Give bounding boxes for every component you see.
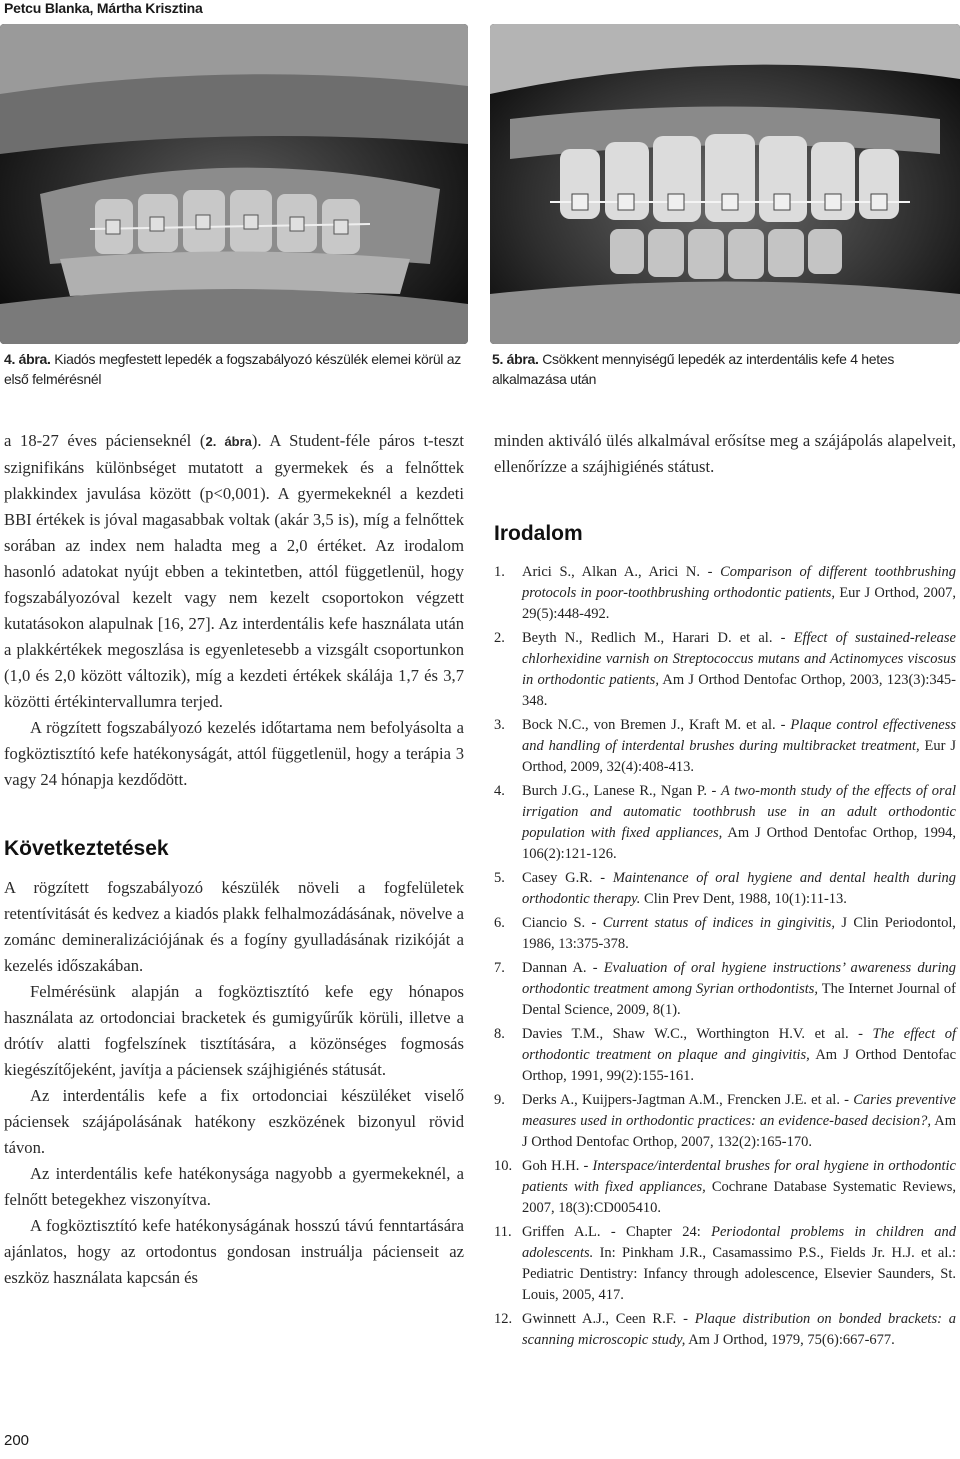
- reference-item: [494, 868, 956, 910]
- references-heading: Irodalom: [494, 522, 583, 545]
- conclusion-paragraph-2: Felmérésünk alapján a fogköztisztító kefe egy hónapos használata az ortodonciai bracketek és gumigyűrűk körüli, illetve a drótív alatti fogfelszínek tisztítására, a közönséges fogmosás kiegészítőjeként, javítja a páciensek szájhigiénés státusát.: [4, 982, 464, 1079]
- reference-title: Plaque distribution on bonded brackets: a scanning microscopic study,: [522, 1311, 956, 1348]
- reference-number: 7.: [494, 960, 505, 976]
- reference-number: 9.: [494, 1092, 505, 1108]
- reference-title: The effect of orthodontic treatment on plaque and gingivitis,: [522, 1026, 957, 1063]
- figure-5-photo-braces-clean: [490, 24, 960, 344]
- reference-number: 8.: [494, 1026, 505, 1042]
- reference-item: [494, 913, 956, 955]
- reference-number: 6.: [494, 915, 505, 931]
- reference-item: [494, 562, 956, 625]
- reference-source: Eur J Orthod, 2009, 32(4):408-413.: [522, 738, 956, 775]
- reference-title: Plaque control effectiveness and handling of interdental brushes during multibracket treatment,: [522, 717, 956, 754]
- reference-number: 1.: [494, 564, 505, 580]
- reference-source: Eur J Orthod, 2007, 29(5):448-492.: [522, 585, 956, 622]
- figure-5-caption: [492, 349, 956, 389]
- reference-item: [494, 1309, 956, 1351]
- conclusion-paragraph-1: A rögzített fogszabályozó készülék növeli a fogfelületek retentívitását és kedvez a kiadós plakk felhalmozádásának, növelve a zománc demineralizációjának és a fogíny gyulladásának rizikóját a kezelés időszakában.: [4, 878, 464, 975]
- conclusion-paragraph-4: Az interdentális kefe hatékonysága nagyobb a gyermekeknél, a felnőtt betegekhez viszonyítva.: [4, 1164, 464, 1209]
- duration-paragraph: A rögzített fogszabályozó kezelés időtartama nem befolyásolta a fogköztisztító kefe hatékonyságát, attól függetlenül, hogy a terápia 3 vagy 24 hónapja kezdődött.: [4, 718, 464, 789]
- results-text-rest: ). A Student-féle páros t-teszt szignifikáns különbséget mutatott a gyermekek és a felnőttek plakkindex javulása között (p<0,001). A gyermekeknél a kezdeti BBI értékek is jóval magasabbak voltak (akár 3,5 is), míg a felnőttek sorában az index nem haladta meg a 2,0 értéket. Az irodalom hasonló adatokat nyújt ebben a tekintetben, attól függetlenül, hogy fogszabályozóval kezelt vagy nem kezelt csoportokon végzett kutatásokon alapulnak [16, 27]. Az interdentális kefe használata után a plakkértékek megoszlása is egyenletesebb a vizsgált csoportunkon (1,0 és 2,0 között változik), míg a kezdeti értékek skálája 1,7 és 3,7 közötti értékintervallumra terjed.: [4, 431, 464, 711]
- page-number: 200: [4, 1432, 30, 1449]
- figure-5-label: 5. ábra.: [492, 351, 539, 367]
- reference-authors: Davies T.M., Shaw W.C., Worthington H.V. et al. -: [522, 1026, 873, 1042]
- reference-item: [494, 1222, 956, 1306]
- reference-title: Comparison of different toothbrushing protocols in poor-toothbrushing orthodontic patients,: [522, 564, 956, 601]
- conclusion-paragraph-5: A fogköztisztító kefe hatékonyságának hosszú távú fenntartására ajánlatos, hogy az ortodontus gondosan instruálja pácienseit az eszköz használata kapcsán és: [4, 1216, 464, 1287]
- reference-title: Periodontal problems in children and adolescents.: [522, 1224, 956, 1261]
- reference-number: 12.: [494, 1311, 513, 1327]
- figure-4-photo-braces-plaque: [0, 24, 468, 344]
- reference-source: Am J Orthod Dentofac Orthop, 1991, 99(2):155-161.: [522, 1047, 956, 1084]
- reference-item: [494, 1024, 956, 1087]
- reference-source: Clin Prev Dent, 1988, 10(1):11-13.: [640, 891, 847, 907]
- reference-title: Maintenance of oral hygiene and dental health during orthodontic therapy.: [522, 870, 956, 907]
- reference-authors: Bock N.C., von Bremen J., Kraft M. et al. -: [522, 717, 791, 733]
- reference-authors: Griffen A.L. - Chapter 24:: [522, 1224, 712, 1240]
- reference-authors: Ciancio S. -: [522, 915, 603, 931]
- reference-title: A two-month study of the effects of oral irrigation and automatic toothbrush use in an adult orthodontic population with fixed appliances,: [522, 783, 956, 841]
- reference-authors: Arici S., Alkan A., Arici N. -: [522, 564, 721, 580]
- reference-title: Caries preventive measures used in orthodontic practices: an evidence-based decision?,: [522, 1092, 956, 1129]
- reference-source: Cochrane Database Systematic Reviews, 2007, 18(3):CD005410.: [522, 1179, 956, 1216]
- reference-title: Evaluation of oral hygiene instructions’ awareness during orthodontic treatment among Syrian orthodontists,: [522, 960, 956, 997]
- figure-2-reference: 2. ábra: [205, 434, 252, 449]
- conclusion-paragraph-3: Az interdentális kefe a fix ortodonciai készüléket viselő páciensek szájápolásának hatékony eszközének bizonyul rövid távon.: [4, 1086, 464, 1157]
- reference-authors: Dannan A. -: [522, 960, 604, 976]
- reference-item: [494, 958, 956, 1021]
- reference-source: Am J Orthod, 1979, 75(6):667-677.: [685, 1332, 895, 1348]
- reference-authors: Beyth N., Redlich M., Harari D. et al. -: [522, 630, 794, 646]
- reference-source: Am J Orthod Dentofac Orthop, 1994, 106(2):121-126.: [522, 825, 956, 862]
- reference-item: [494, 1090, 956, 1153]
- reference-authors: Casey G.R. -: [522, 870, 613, 886]
- reference-source: The Internet Journal of Dental Science, 2009, 8(1).: [522, 981, 956, 1018]
- figure-4-caption: [4, 349, 468, 389]
- reference-authors: Derks A., Kuijpers-Jagtman A.M., Frencken J.E. et al. -: [522, 1092, 854, 1108]
- reference-source: Am J Orthod Dentofac Orthop, 2007, 132(2):165-170.: [522, 1113, 956, 1150]
- left-column: [4, 428, 464, 1291]
- reference-source: J Clin Periodontol, 1986, 13:375-378.: [522, 915, 957, 952]
- reference-authors: Gwinnett A.J., Ceen R.F. -: [522, 1311, 695, 1327]
- reference-title: Effect of sustained-release chlorhexidine varnish on Streptococcus mutans and Actinomyces viscosus in orthodontic patients,: [522, 630, 956, 688]
- results-text-start: a 18-27 éves pácienseknél (: [4, 431, 206, 450]
- reference-number: 10.: [494, 1158, 513, 1174]
- reference-item: [494, 1156, 956, 1219]
- results-paragraph: [4, 428, 464, 715]
- running-header-authors: Petcu Blanka, Mártha Krisztina: [4, 0, 203, 16]
- reference-source: In: Pinkham J.R., Casamassimo P.S., Fields Jr. H.J. et al.: Pediatric Dentistry: Infancy through adolescence, Elsevier Saunders, St. Louis, 2005, 417.: [522, 1245, 956, 1303]
- reference-item: [494, 715, 956, 778]
- reference-item: [494, 781, 956, 865]
- reference-title: Interspace/interdental brushes for oral hygiene in orthodontic patients with fixed appliances,: [522, 1158, 956, 1195]
- reference-item: [494, 628, 956, 712]
- figure-4-caption-text: Kiadós megfestett lepedék a fogszabályozó készülék elemei körül az első felmérésnél: [4, 351, 461, 387]
- figure-4-label: 4. ábra.: [4, 351, 51, 367]
- reference-number: 4.: [494, 783, 505, 799]
- reference-title: Current status of indices in gingivitis,: [602, 915, 835, 931]
- reference-number: 3.: [494, 717, 505, 733]
- reference-authors: Burch J.G., Lanese R., Ngan P. -: [522, 783, 721, 799]
- conclusions-heading: Következtetések: [4, 837, 169, 860]
- reference-source: Am J Orthod Dentofac Orthop, 2003, 123(3):345-348.: [522, 672, 956, 709]
- reference-number: 2.: [494, 630, 505, 646]
- reference-number: 5.: [494, 870, 505, 886]
- reference-number: 11.: [494, 1224, 512, 1240]
- right-column: [494, 428, 956, 1354]
- figure-5-caption-text: Csökkent mennyiségű lepedék az interdentális kefe 4 hetes alkalmazása után: [492, 351, 895, 387]
- reference-authors: Goh H.H. -: [522, 1158, 593, 1174]
- reference-list: [494, 562, 956, 1351]
- continuation-paragraph: minden aktiváló ülés alkalmával erősítse meg a szájápolás alapelveit, ellenőrízze a szájhigiénés státust.: [494, 431, 956, 476]
